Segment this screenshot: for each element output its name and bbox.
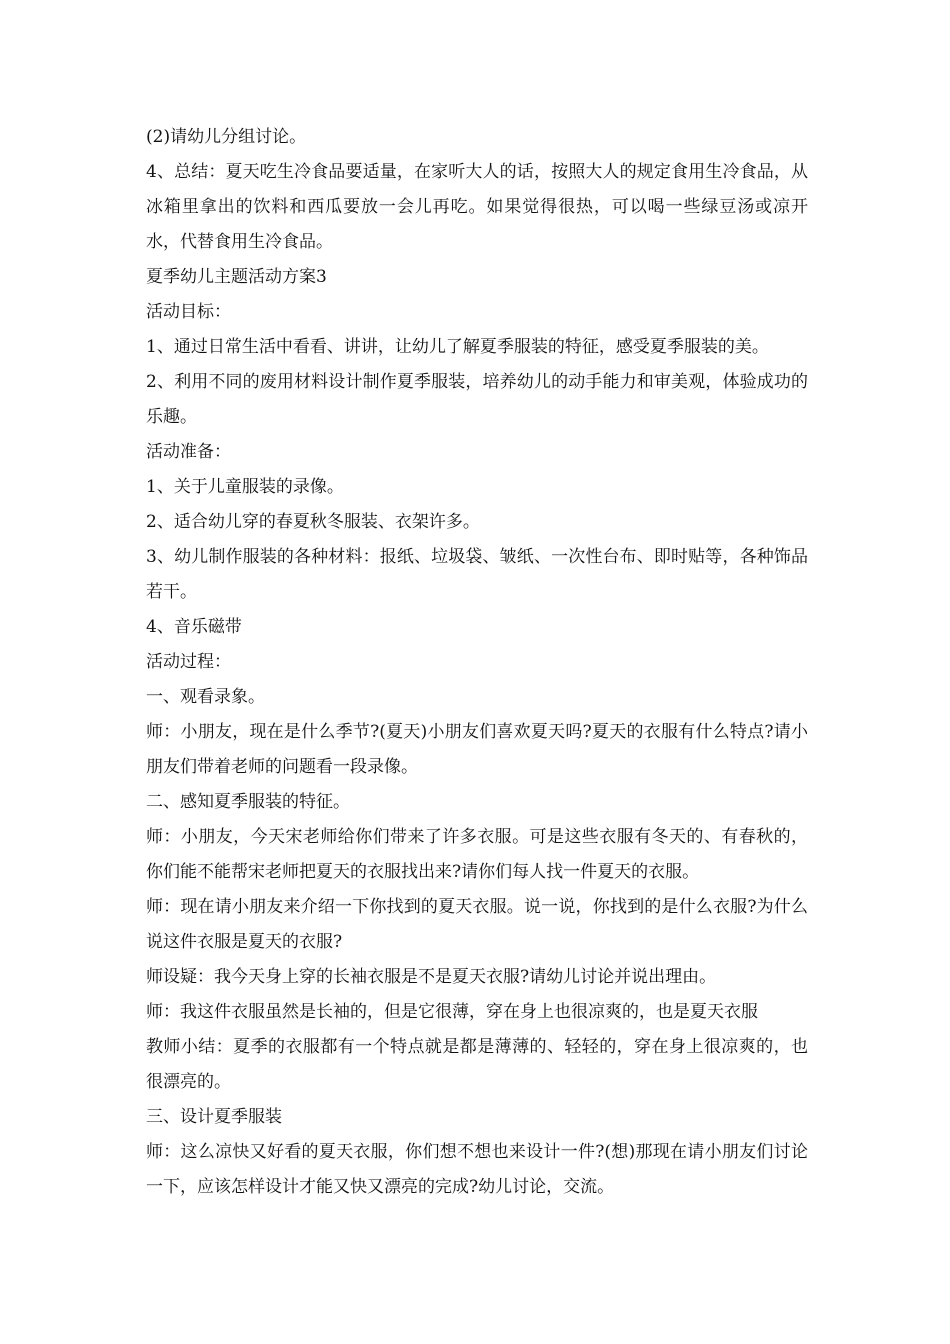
paragraph-2: 4、总结：夏天吃生冷食品要适量，在家听大人的话，按照大人的规定食用生冷食品，从冰箱里拿出的饮料和西瓜要放一会儿再吃。如果觉得很热，可以喝一些绿豆汤或凉开水，代替食用生冷食品。 [146,162,808,252]
paragraph-16: 师：小朋友，今天宋老师给你们带来了许多衣服。可是这些衣服有冬天的、有春秋的，你们能不能帮宋老师把夏天的衣服找出来?请你们每人找一件夏天的衣服。 [146,827,808,882]
paragraph-18: 师设疑：我今天身上穿的长袖衣服是不是夏天衣服?请幼儿讨论并说出理由。 [146,967,717,987]
paragraph-10: 3、幼儿制作服装的各种材料：报纸、垃圾袋、皱纸、一次性台布、即时贴等，各种饰品若干。 [146,547,808,602]
document-body [146,120,808,1205]
paragraph-6: 2、利用不同的废用材料设计制作夏季服装，培养幼儿的动手能力和审美观，体验成功的乐趣。 [146,372,808,427]
section-heading: 夏季幼儿主题活动方案3 [146,267,327,287]
paragraph-8: 1、关于儿童服装的录像。 [146,477,344,497]
paragraph-7: 活动准备： [146,442,231,462]
paragraph-21: 三、设计夏季服装 [146,1107,282,1127]
paragraph-13: 一、观看录象。 [146,687,265,707]
paragraph-5: 1、通过日常生活中看看、讲讲，让幼儿了解夏季服装的特征，感受夏季服装的美。 [146,337,769,357]
paragraph-20: 教师小结：夏季的衣服都有一个特点就是都是薄薄的、轻轻的，穿在身上很凉爽的，也很漂亮的。 [146,1037,808,1092]
paragraph-9: 2、适合幼儿穿的春夏秋冬服装、衣架许多。 [146,512,480,532]
paragraph-11: 4、音乐磁带 [146,617,242,637]
paragraph-19: 师：我这件衣服虽然是长袖的，但是它很薄，穿在身上也很凉爽的，也是夏天衣服 [146,1002,758,1022]
paragraph-12: 活动过程： [146,652,231,672]
paragraph-15: 二、感知夏季服装的特征。 [146,792,350,812]
paragraph-4: 活动目标： [146,302,231,322]
paragraph-17: 师：现在请小朋友来介绍一下你找到的夏天衣服。说一说，你找到的是什么衣服?为什么说这件衣服是夏天的衣服? [146,897,808,952]
paragraph-14: 师：小朋友，现在是什么季节?(夏天)小朋友们喜欢夏天吗?夏天的衣服有什么特点?请小朋友们带着老师的问题看一段录像。 [146,722,808,777]
paragraph-1: (2)请幼儿分组讨论。 [146,127,307,147]
paragraph-22: 师：这么凉快又好看的夏天衣服，你们想不想也来设计一件?(想)那现在请小朋友们讨论一下，应该怎样设计才能又快又漂亮的完成?幼儿讨论，交流。 [146,1142,808,1197]
